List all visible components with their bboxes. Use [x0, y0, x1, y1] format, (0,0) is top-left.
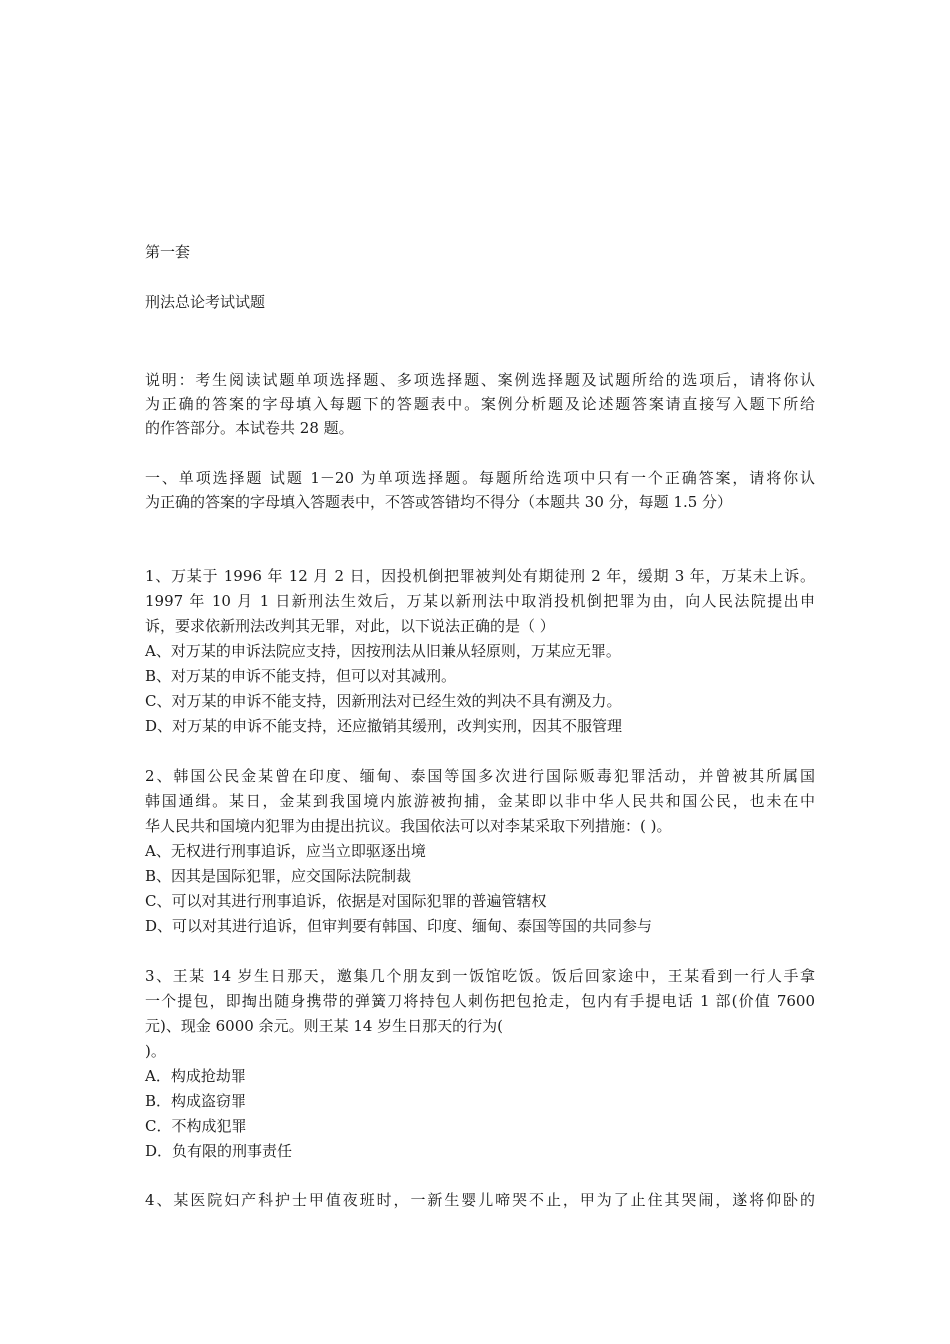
question-3-stem-line: )。: [145, 1042, 166, 1060]
intro-line: 说明：考生阅读试题单项选择题、多项选择题、案例选择题及试题所给的选项后，请将你认: [145, 371, 815, 389]
question-2-option-d: D、可以对其进行追诉，但审判要有韩国、印度、缅甸、泰国等国的共同参与: [145, 917, 653, 935]
question-2-stem-line: 韩国通缉。某日，金某到我国境内旅游被拘捕，金某即以非中华人民共和国公民，也未在中: [145, 792, 815, 810]
set-label: 第一套: [145, 243, 191, 261]
question-2-option-b: B、因其是国际犯罪，应交国际法院制裁: [145, 867, 412, 885]
question-2-option-c: C、可以对其进行刑事追诉，依据是对国际犯罪的普遍管辖权: [145, 892, 547, 910]
question-2-stem-line: 华人民共和国境内犯罪为由提出抗议。我国依法可以对李某采取下列措施：( )。: [145, 817, 672, 835]
question-3-option-b: B．构成盗窃罪: [145, 1092, 247, 1110]
question-2-option-a: A、无权进行刑事追诉，应当立即驱逐出境: [145, 842, 426, 860]
question-3-stem-line: 3、王某 14 岁生日那天，邀集几个朋友到一饭馆吃饭。饭后回家途中，王某看到一行人手拿: [145, 967, 815, 985]
question-3-option-c: C．不构成犯罪: [145, 1117, 247, 1135]
question-3-option-a: A．构成抢劫罪: [145, 1067, 246, 1085]
exam-title: 刑法总论考试试题: [145, 293, 266, 311]
question-3-option-d: D．负有限的刑事责任: [145, 1142, 293, 1160]
question-1-option-b: B、对万某的申诉不能支持，但可以对其减刑。: [145, 667, 457, 685]
question-1-option-d: D、对万某的申诉不能支持，还应撤销其缓刑，改判实刑，因其不服管理: [145, 717, 623, 735]
question-1-stem-line: 诉，要求依新刑法改判其无罪，对此，以下说法正确的是（ ）: [145, 617, 555, 635]
section-heading-line: 一、单项选择题 试题 1－20 为单项选择题。每题所给选项中只有一个正确答案，请将你认: [145, 469, 815, 487]
question-3-stem-line: 元)、现金 6000 余元。则王某 14 岁生日那天的行为(: [145, 1017, 504, 1035]
question-3-stem-line: 一个提包，即掏出随身携带的弹簧刀将持包人刺伤把包抢走，包内有手提电话 1 部(价值 7600: [145, 992, 815, 1010]
intro-line: 为正确的答案的字母填入每题下的答题表中。案例分析题及论述题答案请直接写入题下所给: [145, 395, 815, 413]
section-heading-line: 为正确的答案的字母填入答题表中，不答或答错均不得分（本题共 30 分，每题 1.5 分）: [145, 493, 733, 511]
question-1-option-a: A、对万某的申诉法院应支持，因按刑法从旧兼从轻原则，万某应无罪。: [145, 642, 621, 660]
question-1-stem-line: 1、万某于 1996 年 12 月 2 日，因投机倒把罪被判处有期徒刑 2 年，缓期 3 年，万某未上诉。: [145, 567, 815, 585]
question-2-stem-line: 2、韩国公民金某曾在印度、缅甸、泰国等国多次进行国际贩毒犯罪活动，并曾被其所属国: [145, 767, 815, 785]
intro-line: 的作答部分。本试卷共 28 题。: [145, 419, 354, 437]
question-1-option-c: C、对万某的申诉不能支持，因新刑法对已经生效的判决不具有溯及力。: [145, 692, 622, 710]
question-1-stem-line: 1997 年 10 月 1 日新刑法生效后，万某以新刑法中取消投机倒把罪为由，向人民法院提出申: [145, 592, 815, 610]
question-4-stem-line: 4、某医院妇产科护士甲值夜班时，一新生婴儿啼哭不止，甲为了止住其哭闹，遂将仰卧的: [145, 1191, 815, 1209]
